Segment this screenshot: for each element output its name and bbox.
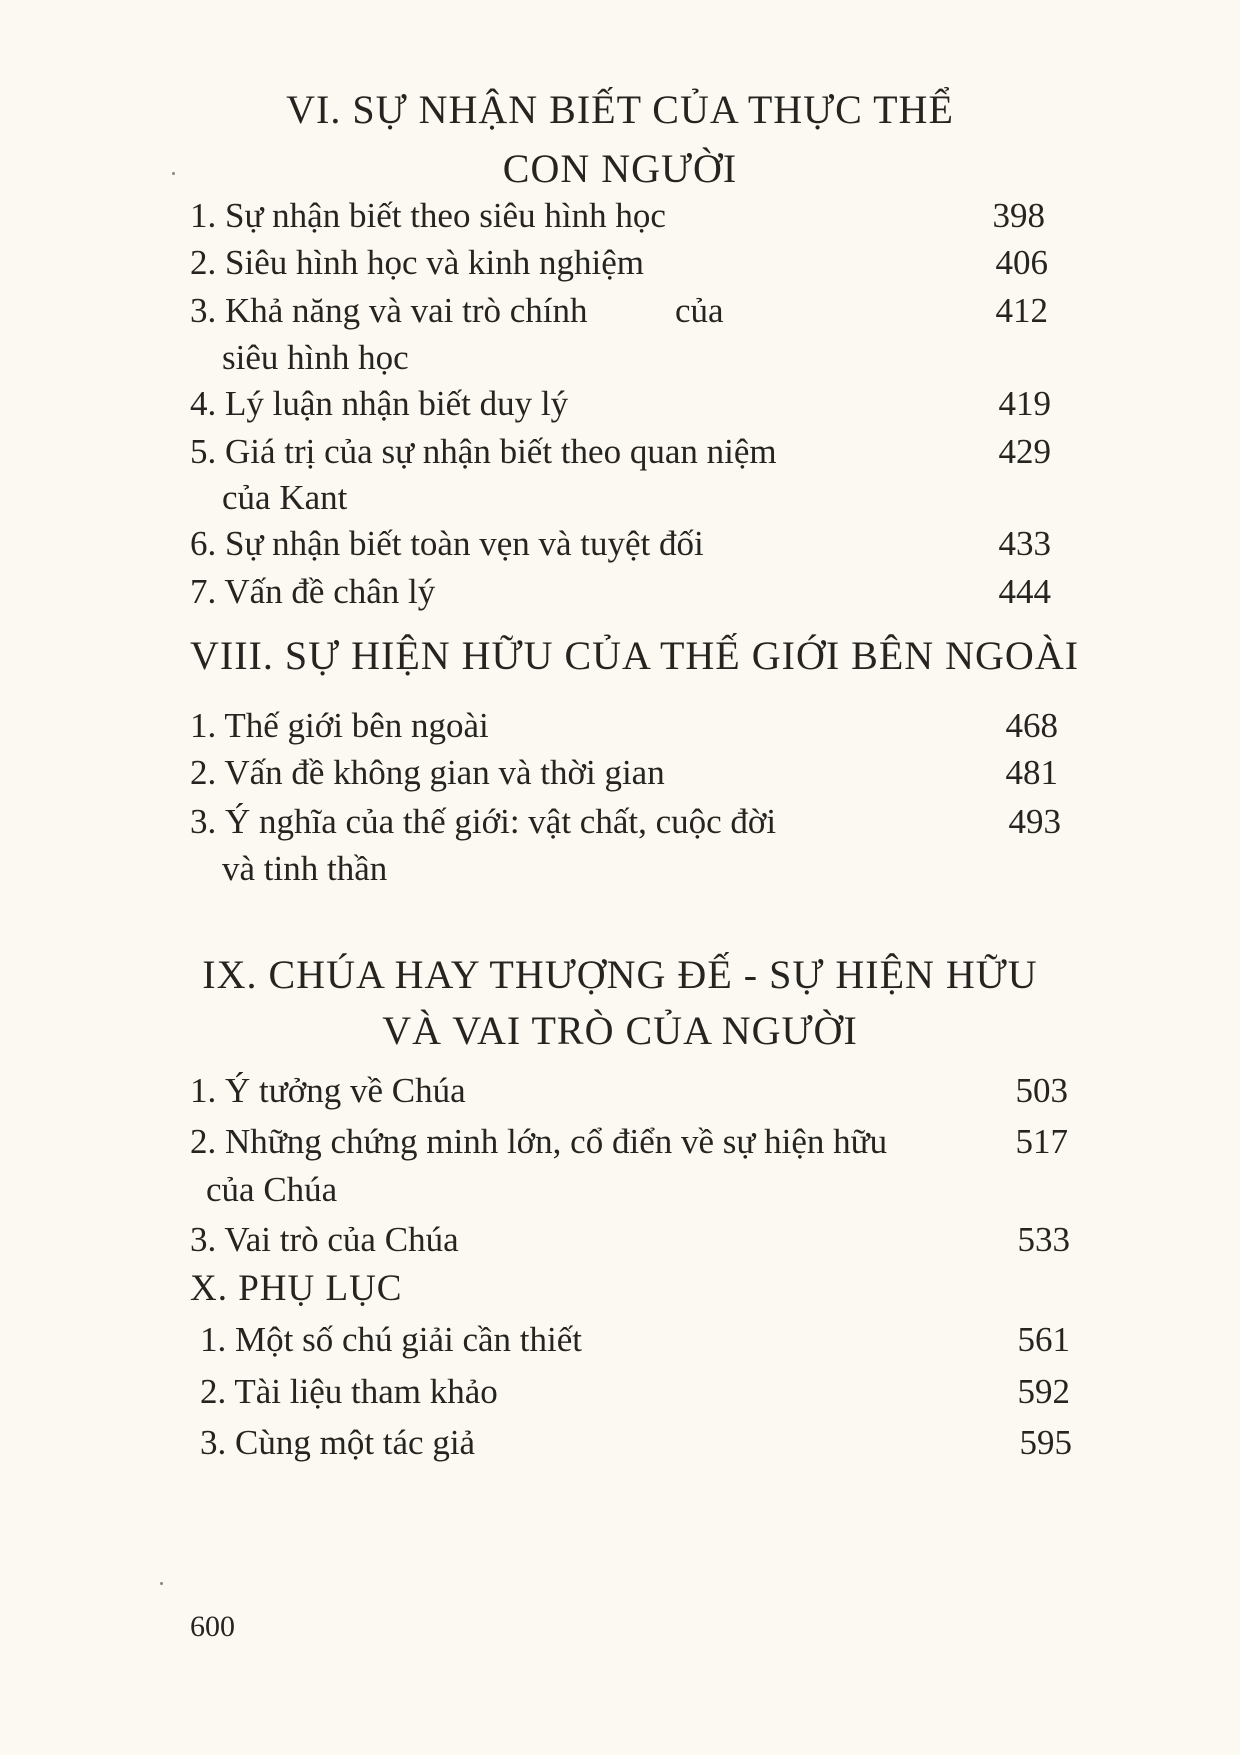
scan-speck: [172, 172, 175, 175]
toc-entry-text-continued: và tinh thần: [222, 849, 388, 888]
toc-entry-text-continued: của Kant: [222, 478, 348, 517]
toc-entry-text: 3. Vai trò của Chúa: [190, 1220, 459, 1259]
toc-entry-page: 481: [1005, 753, 1058, 792]
toc-entry-text: 1. Sự nhận biết theo siêu hình học: [190, 196, 666, 235]
toc-entry-text: 1. Ý tưởng về Chúa: [190, 1071, 466, 1110]
section-heading-continued: CON NGƯỜI: [502, 146, 738, 191]
toc-entry-text: 1. Một số chú giải cần thiết: [200, 1320, 583, 1359]
toc-entry-page: 406: [995, 243, 1048, 282]
toc-entry-text: 6. Sự nhận biết toàn vẹn và tuyệt đối: [190, 524, 704, 563]
toc-entry-page: 468: [1005, 706, 1058, 745]
toc-entry-page: 517: [1015, 1122, 1068, 1161]
toc-entry-text: 2. Siêu hình học và kinh nghiệm: [190, 243, 644, 282]
toc-entry-text: 1. Thế giới bên ngoài: [190, 706, 489, 745]
toc-entry-page: 433: [998, 524, 1051, 563]
scan-speck: [160, 1582, 163, 1585]
toc-entry-page: 412: [995, 291, 1048, 330]
toc-entry-page: 561: [1017, 1320, 1070, 1359]
toc-entry-page: 398: [992, 196, 1045, 235]
section-heading: X. PHỤ LỤC: [190, 1268, 403, 1309]
section-heading-continued: VÀ VAI TRÒ CỦA NGƯỜI: [382, 1008, 858, 1053]
toc-entry-page: 503: [1015, 1071, 1068, 1110]
toc-entry-page: 533: [1017, 1220, 1070, 1259]
toc-entry-text-continued: của Chúa: [206, 1170, 338, 1209]
toc-entry-page: 429: [998, 432, 1051, 471]
toc-entry-text: 5. Giá trị của sự nhận biết theo quan niệm: [190, 432, 777, 471]
toc-entry-text: 3. Khả năng và vai trò chính của: [190, 291, 724, 330]
toc-entry-text: 4. Lý luận nhận biết duy lý: [190, 384, 569, 423]
toc-entry-text-continued: siêu hình học: [222, 338, 409, 377]
toc-entry-page: 493: [1008, 802, 1061, 841]
toc-entry-text: 2. Vấn đề không gian và thời gian: [190, 753, 665, 792]
section-heading: IX. CHÚA HAY THƯỢNG ĐẾ - SỰ HIỆN HỮU: [202, 952, 1038, 997]
toc-entry-page: 419: [998, 384, 1051, 423]
page-number-footer: 600: [190, 1610, 235, 1643]
toc-entry-page: 444: [998, 572, 1051, 611]
toc-entry-text: 2. Những chứng minh lớn, cổ điển về sự hiện hữu: [190, 1122, 888, 1161]
toc-entry-text: 3. Cùng một tác giả: [200, 1423, 476, 1462]
section-heading: VI. SỰ NHẬN BIẾT CỦA THỰC THỂ: [286, 87, 954, 132]
toc-entry-text: 7. Vấn đề chân lý: [190, 572, 436, 611]
toc-entry-page: 595: [1019, 1423, 1072, 1462]
toc-entry-text: 3. Ý nghĩa của thế giới: vật chất, cuộc đời: [190, 802, 777, 841]
toc-entry-page: 592: [1017, 1372, 1070, 1411]
section-heading: VIII. SỰ HIỆN HỮU CỦA THẾ GIỚI BÊN NGOÀI: [190, 633, 1080, 678]
toc-entry-text: 2. Tài liệu tham khảo: [200, 1372, 498, 1411]
